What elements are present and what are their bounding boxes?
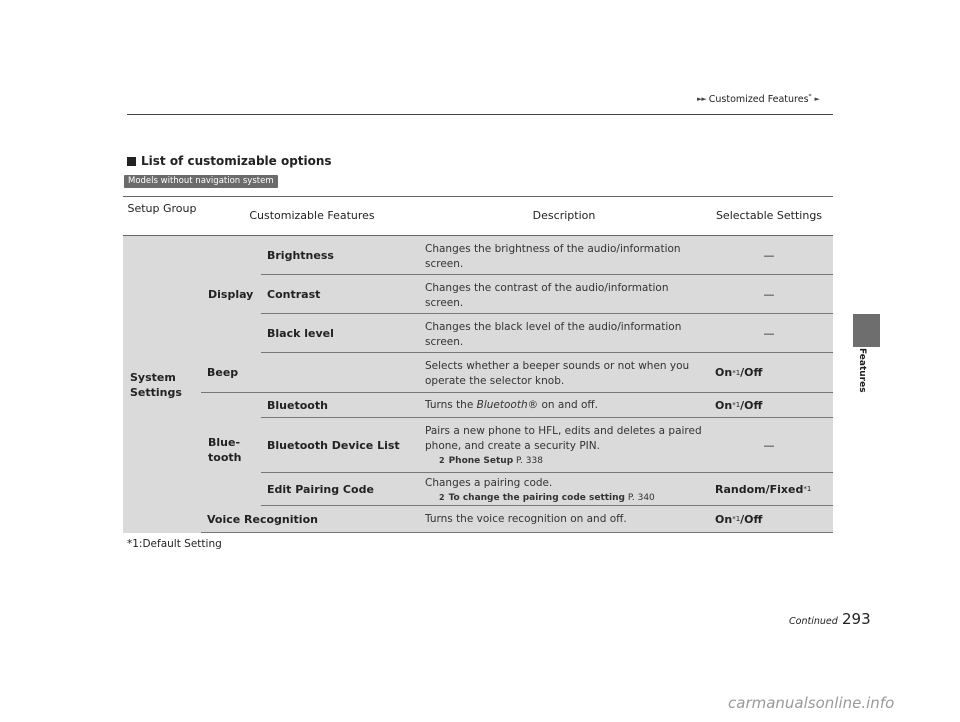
breadcrumb-end-arrow-icon: ► <box>814 95 819 104</box>
header-customizable-features: Customizable Features <box>249 209 375 222</box>
table-row <box>261 393 833 418</box>
group-system-settings: System Settings <box>123 236 201 533</box>
feature-black-level: Black level <box>267 326 334 340</box>
footnote: *1:Default Setting <box>127 538 222 550</box>
chapter-tab-label: Features <box>857 348 867 393</box>
table-header <box>123 196 833 236</box>
table-row <box>261 275 833 314</box>
subgroup-bluetooth: Blue- tooth <box>201 393 261 506</box>
description-text: Pairs a new phone to HFL, edits and deletes a paired phone, and create a security PIN. 2 Phone Setup P. 338 <box>425 424 705 468</box>
setting-value: — <box>763 248 775 262</box>
setting-value: — <box>763 287 775 301</box>
models-tag: Models without navigation system <box>124 175 278 188</box>
feature-beep: Beep <box>207 366 239 379</box>
description-text: Changes a pairing code. 2 To change the pairing code setting P. 340 <box>425 476 705 505</box>
feature-contrast: Contrast <box>267 287 321 301</box>
feature-edit-pairing-code: Edit Pairing Code <box>267 482 374 496</box>
description-text: Changes the contrast of the audio/information screen. <box>425 282 669 309</box>
page-reference-link[interactable]: 2 Phone Setup P. 338 <box>439 456 543 466</box>
description-text: Turns the voice recognition on and off. <box>425 513 627 525</box>
page-reference-link[interactable]: 2 To change the pairing code setting P. 340 <box>439 493 655 503</box>
breadcrumb-label[interactable]: Customized Features* <box>708 93 812 106</box>
description-text: Turns the Bluetooth® on and off. <box>425 399 598 411</box>
description-text: Selects whether a beeper sounds or not when you operate the selector knob. <box>425 360 690 387</box>
bullet-square-icon <box>127 157 136 166</box>
feature-voice-recognition: Voice Recognition <box>207 512 318 526</box>
subgroup-display: Display <box>201 236 261 353</box>
setting-value: On *1 /Off <box>715 366 763 379</box>
table-row <box>261 236 833 275</box>
header-divider <box>127 114 833 115</box>
table-row <box>261 314 833 353</box>
section-title: List of customizable options <box>127 154 332 168</box>
header-setup-group: Setup Group <box>127 202 197 215</box>
breadcrumb-arrow-icon: ►► <box>697 95 706 104</box>
table-row <box>201 506 833 533</box>
continued-label: Continued <box>789 616 838 627</box>
chapter-tab[interactable] <box>853 314 880 347</box>
setting-value: — <box>763 326 775 340</box>
description-text: Changes the brightness of the audio/information screen. <box>425 243 681 270</box>
feature-bluetooth-device-list: Bluetooth Device List <box>267 438 400 452</box>
description-text: Changes the black level of the audio/information screen. <box>425 321 682 348</box>
breadcrumb <box>697 93 819 105</box>
header-description: Description <box>532 209 596 222</box>
setting-value: On *1 /Off <box>715 512 763 526</box>
table-row <box>261 473 833 506</box>
table-row <box>261 418 833 473</box>
setting-value: Random/Fixed *1 <box>715 482 812 496</box>
reference-arrow-icon: 2 <box>439 456 445 465</box>
setting-value: — <box>763 438 775 452</box>
reference-arrow-icon: 2 <box>439 493 445 502</box>
page-number: 293 <box>842 610 871 628</box>
options-table <box>123 196 833 533</box>
feature-brightness: Brightness <box>267 248 334 262</box>
setting-value: On *1 /Off <box>715 398 763 412</box>
header-selectable-settings: Selectable Settings <box>715 209 823 222</box>
table-body <box>123 236 833 533</box>
table-row <box>201 353 833 393</box>
feature-bluetooth: Bluetooth <box>267 398 328 412</box>
watermark: carmanualsonline.info <box>728 694 895 712</box>
